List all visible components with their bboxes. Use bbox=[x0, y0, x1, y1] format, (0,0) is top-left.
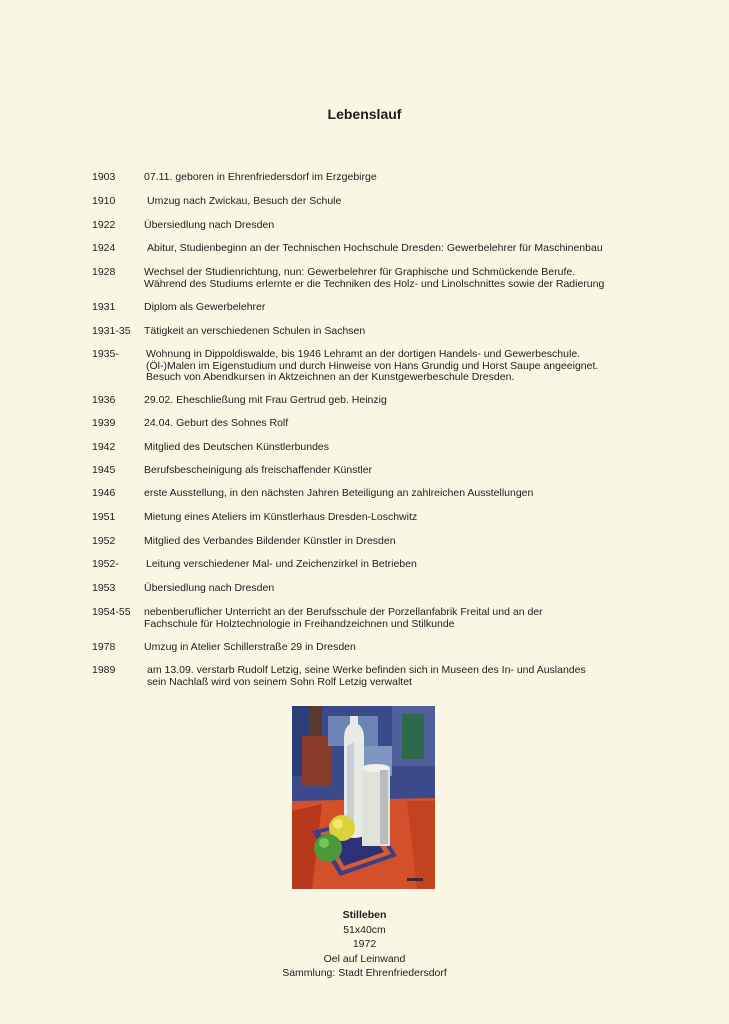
entry-text-line: Besuch von Abendkursen in Aktzeichnen an der Kunstgewerbeschule Dresden. bbox=[146, 371, 515, 383]
entry-text bbox=[144, 267, 644, 290]
entry-text bbox=[144, 465, 644, 477]
entry-text-line: am 13.09. verstarb Rudolf Letzig, seine Werke befinden sich in Museen des In- und Auslandes bbox=[147, 664, 586, 676]
entry-year: 1931 bbox=[92, 301, 116, 313]
entry-text-line: Mietung eines Ateliers im Künstlerhaus Dresden-Loschwitz bbox=[144, 511, 418, 523]
artwork-year: 1972 bbox=[352, 938, 377, 950]
entry-text-line: (Öl-)Malen im Eigenstudium und durch Hinweise von Hans Grundig und Horst Saupe angeeignet. bbox=[146, 359, 599, 372]
entry-text bbox=[144, 302, 644, 314]
artwork-caption bbox=[0, 908, 729, 981]
entry-year: 1936 bbox=[92, 394, 116, 406]
entry-text-line: Umzug in Atelier Schillerstraße 29 in Dresden bbox=[144, 641, 356, 653]
entry-text bbox=[144, 488, 644, 500]
entry-year: 1946 bbox=[92, 487, 116, 499]
entry-text-line: Mitglied des Verbandes Bildender Künstler in Dresden bbox=[144, 535, 396, 547]
entry-text-line: nebenberuflicher Unterricht an der Berufsschule der Porzellanfabrik Freital und an der bbox=[144, 606, 543, 618]
entry-year: 1954-55 bbox=[92, 606, 131, 618]
entry-text bbox=[144, 395, 644, 407]
entry-text-line: Diplom als Gewerbelehrer bbox=[144, 301, 266, 313]
entry-text bbox=[146, 559, 646, 571]
page-title: Lebenslauf bbox=[327, 106, 402, 122]
entry-text bbox=[144, 607, 644, 630]
entry-text-line: Umzug nach Zwickau, Besuch der Schule bbox=[147, 195, 342, 207]
entry-text bbox=[144, 442, 644, 454]
entry-text bbox=[144, 172, 644, 184]
entry-text-line: Berufsbescheinigung als freischaffender Künstler bbox=[144, 464, 373, 476]
entry-text bbox=[144, 536, 644, 548]
entry-text bbox=[144, 326, 644, 338]
entry-year: 1935- bbox=[92, 348, 119, 360]
entry-text-line: Abitur, Studienbeginn an der Technischen Hochschule Dresden: Gewerbelehrer für Maschinenbau bbox=[147, 242, 603, 254]
entry-text bbox=[147, 196, 647, 208]
entry-text-line: Fachschule für Holztechnologie in Freihandzeichnen und Stilkunde bbox=[144, 617, 455, 630]
entry-year: 1945 bbox=[92, 464, 116, 476]
entry-year: 1978 bbox=[92, 641, 116, 653]
still-life-painting bbox=[292, 706, 435, 889]
entry-text bbox=[146, 349, 646, 384]
entry-text-line: erste Ausstellung, in den nächsten Jahren Beteiligung an zahlreichen Ausstellungen bbox=[144, 487, 534, 499]
entry-year: 1953 bbox=[92, 582, 116, 594]
entry-year: 1903 bbox=[92, 171, 116, 183]
entry-year: 1910 bbox=[92, 195, 116, 207]
entry-text-line: Wechsel der Studienrichtung, nun: Gewerbelehrer für Graphische und Schmückende Berufe. bbox=[144, 266, 576, 278]
entry-year: 1989 bbox=[92, 664, 116, 676]
entry-text bbox=[144, 418, 644, 430]
entry-text-line: 07.11. geboren in Ehrenfriedersdorf im Erzgebirge bbox=[144, 171, 377, 183]
entry-text bbox=[144, 220, 644, 232]
entry-text-line: 29.02. Eheschließung mit Frau Gertrud geb. Heinzig bbox=[144, 394, 387, 406]
entry-year: 1952- bbox=[92, 558, 119, 570]
painting-stilleben-image bbox=[292, 706, 435, 889]
entry-text-line: Leitung verschiedener Mal- und Zeichenzirkel in Betrieben bbox=[146, 558, 417, 570]
entry-text-line: Übersiedlung nach Dresden bbox=[144, 582, 275, 594]
entry-text bbox=[144, 512, 644, 524]
artwork-title: Stilleben bbox=[342, 909, 387, 921]
entry-year: 1952 bbox=[92, 535, 116, 547]
entry-text-line: Mitglied des Deutschen Künstlerbundes bbox=[144, 441, 330, 453]
entry-year: 1939 bbox=[92, 417, 116, 429]
artwork-medium: Oel auf Leinwand bbox=[323, 952, 406, 965]
entry-year: 1942 bbox=[92, 441, 116, 453]
entry-text-line: sein Nachlaß wird von seinem Sohn Rolf Letzig verwaltet bbox=[147, 675, 412, 688]
entry-text-line: Übersiedlung nach Dresden bbox=[144, 219, 275, 231]
entry-year: 1951 bbox=[92, 511, 116, 523]
entry-year: 1922 bbox=[92, 219, 116, 231]
entry-text bbox=[144, 583, 644, 595]
entry-text-line: Während des Studiums erlernte er die Techniken des Holz- und Linolschnittes sowie der Radierung bbox=[144, 277, 605, 290]
artwork-size: 51x40cm bbox=[343, 923, 386, 936]
entry-text bbox=[144, 642, 644, 654]
entry-text-line: Wohnung in Dippoldiswalde, bis 1946 Lehramt an der dortigen Handels- und Gewerbeschule. bbox=[146, 348, 581, 360]
entry-year: 1928 bbox=[92, 266, 116, 278]
entry-year: 1931-35 bbox=[92, 325, 131, 337]
entry-year: 1924 bbox=[92, 242, 116, 254]
entry-text-line: 24.04. Geburt des Sohnes Rolf bbox=[144, 417, 289, 429]
entry-text bbox=[147, 243, 647, 255]
entry-text bbox=[147, 665, 647, 688]
artwork-collection: Sammlung: Stadt Ehrenfriedersdorf bbox=[282, 967, 447, 979]
entry-text-line: Tätigkeit an verschiedenen Schulen in Sachsen bbox=[144, 325, 366, 337]
